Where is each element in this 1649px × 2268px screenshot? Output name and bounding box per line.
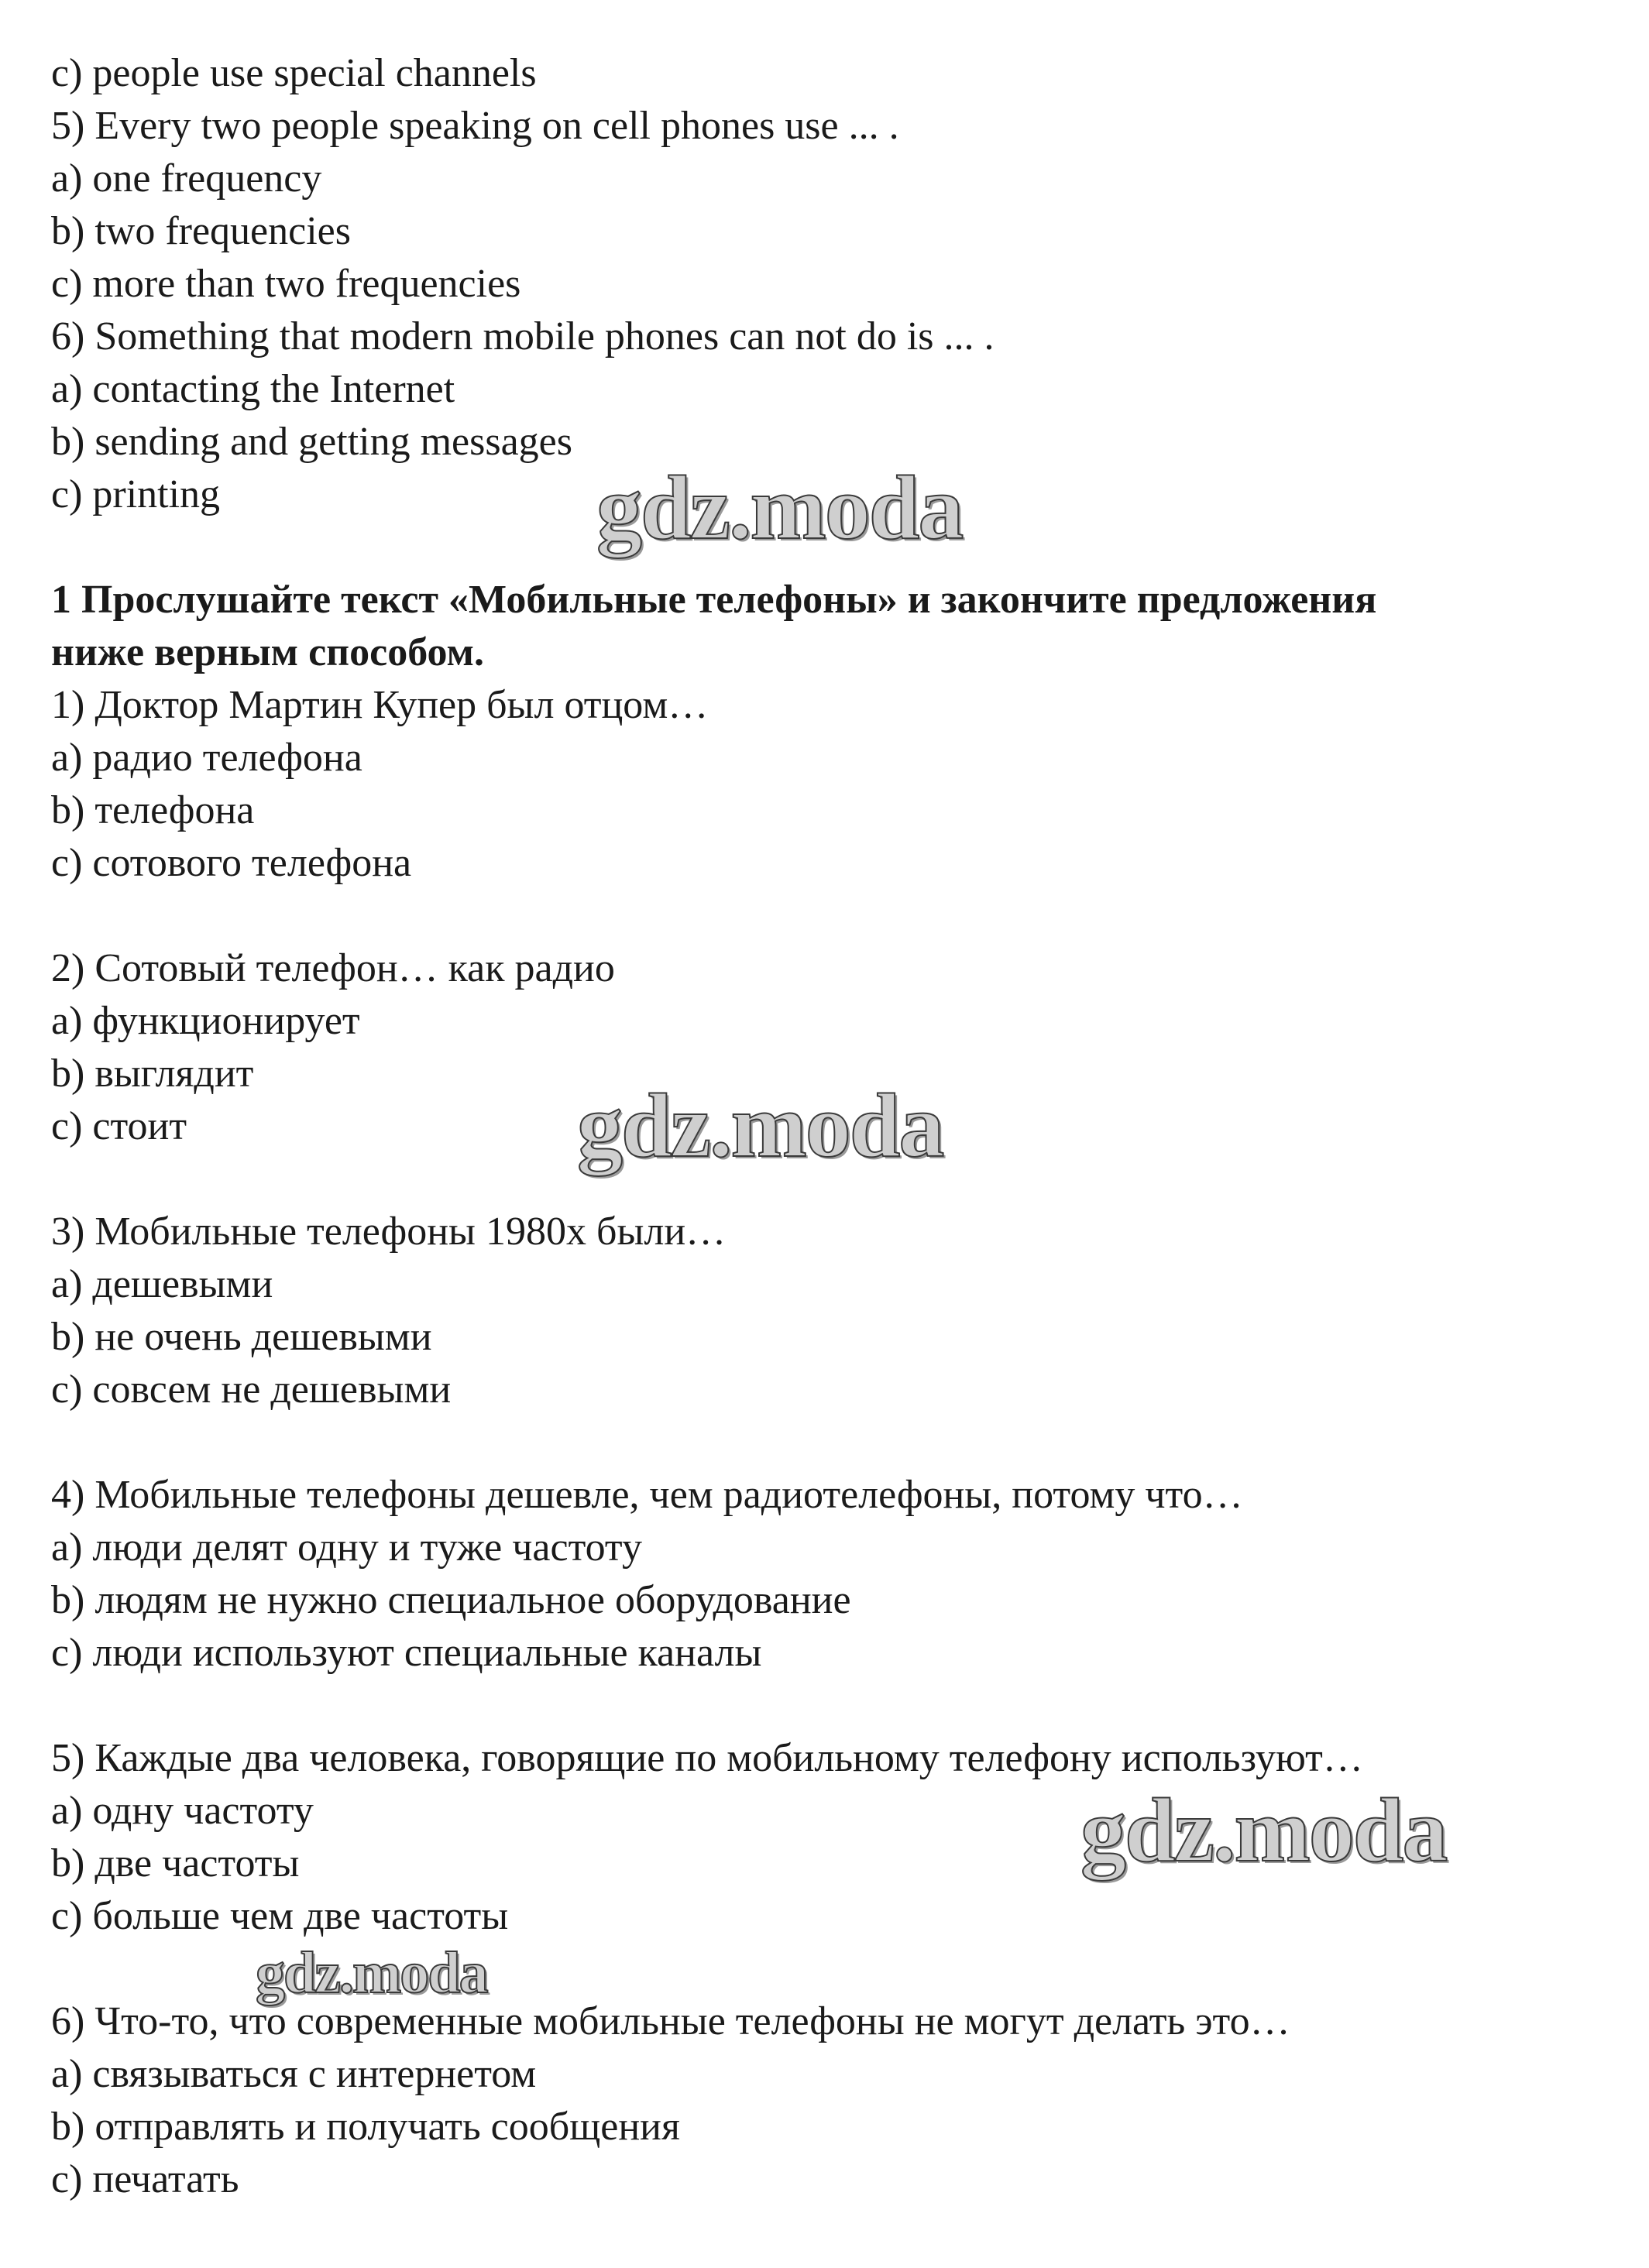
question-1: 1) Доктор Мартин Купер был отцом…	[51, 683, 709, 727]
english-option-line: a) one frequency	[51, 156, 322, 201]
question-5: 5) Каждые два человека, говорящие по мобильному телефону используют…	[51, 1736, 1363, 1780]
question-4-option-c: c) люди используют специальные каналы	[51, 1631, 762, 1675]
english-option-line: c) people use special channels	[51, 51, 537, 95]
english-option-line: c) printing	[51, 472, 221, 516]
question-5-option-a: a) одну частоту	[51, 1789, 314, 1833]
question-2: 2) Сотовый телефон… как радио	[51, 946, 615, 990]
watermark-logo: gdz.moda	[596, 457, 963, 558]
question-4-option-a: a) люди делят одну и туже частоту	[51, 1525, 642, 1570]
task-title-line-2: ниже верным способом.	[51, 630, 484, 674]
question-3-option-a: a) дешевыми	[51, 1262, 273, 1306]
watermark-logo: gdz.moda	[577, 1075, 943, 1176]
question-6-option-b: b) отправлять и получать сообщения	[51, 2105, 680, 2149]
question-6: 6) Что-то, что современные мобильные телефоны не могут делать это…	[51, 1999, 1290, 2043]
question-1-option-a: a) радио телефона	[51, 736, 362, 780]
question-1-option-c: c) сотового телефона	[51, 841, 412, 885]
question-3-option-b: b) не очень дешевыми	[51, 1315, 432, 1359]
question-2-option-b: b) выглядит	[51, 1052, 254, 1096]
question-2-option-c: c) стоит	[51, 1104, 187, 1148]
question-1-option-b: b) телефона	[51, 788, 255, 832]
english-question-line: 6) Something that modern mobile phones can not do is ... .	[51, 314, 995, 359]
english-option-line: b) sending and getting messages	[51, 420, 572, 464]
question-4-option-b: b) людям не нужно специальное оборудование	[51, 1578, 851, 1622]
english-question-line: 5) Every two people speaking on cell phones use ... .	[51, 104, 899, 148]
question-3: 3) Мобильные телефоны 1980х были…	[51, 1209, 727, 1254]
question-4: 4) Мобильные телефоны дешевле, чем радиотелефоны, потому что…	[51, 1473, 1243, 1517]
watermark-logo: gdz.moda	[256, 1940, 487, 2006]
english-option-line: a) contacting the Internet	[51, 367, 455, 411]
question-2-option-a: a) функционирует	[51, 999, 360, 1043]
question-5-option-b: b) две частоты	[51, 1841, 300, 1885]
question-3-option-c: c) совсем не дешевыми	[51, 1367, 452, 1412]
english-option-line: b) two frequencies	[51, 209, 351, 253]
task-title-line-1: 1 Прослушайте текст «Мобильные телефоны» и закончите предложения	[51, 578, 1377, 622]
question-6-option-a: a) связываться с интернетом	[51, 2052, 537, 2096]
question-5-option-c: c) больше чем две частоты	[51, 1894, 509, 1938]
watermark-logo: gdz.moda	[1080, 1779, 1447, 1881]
english-option-line: c) more than two frequencies	[51, 262, 521, 306]
question-6-option-c: c) печатать	[51, 2157, 239, 2201]
